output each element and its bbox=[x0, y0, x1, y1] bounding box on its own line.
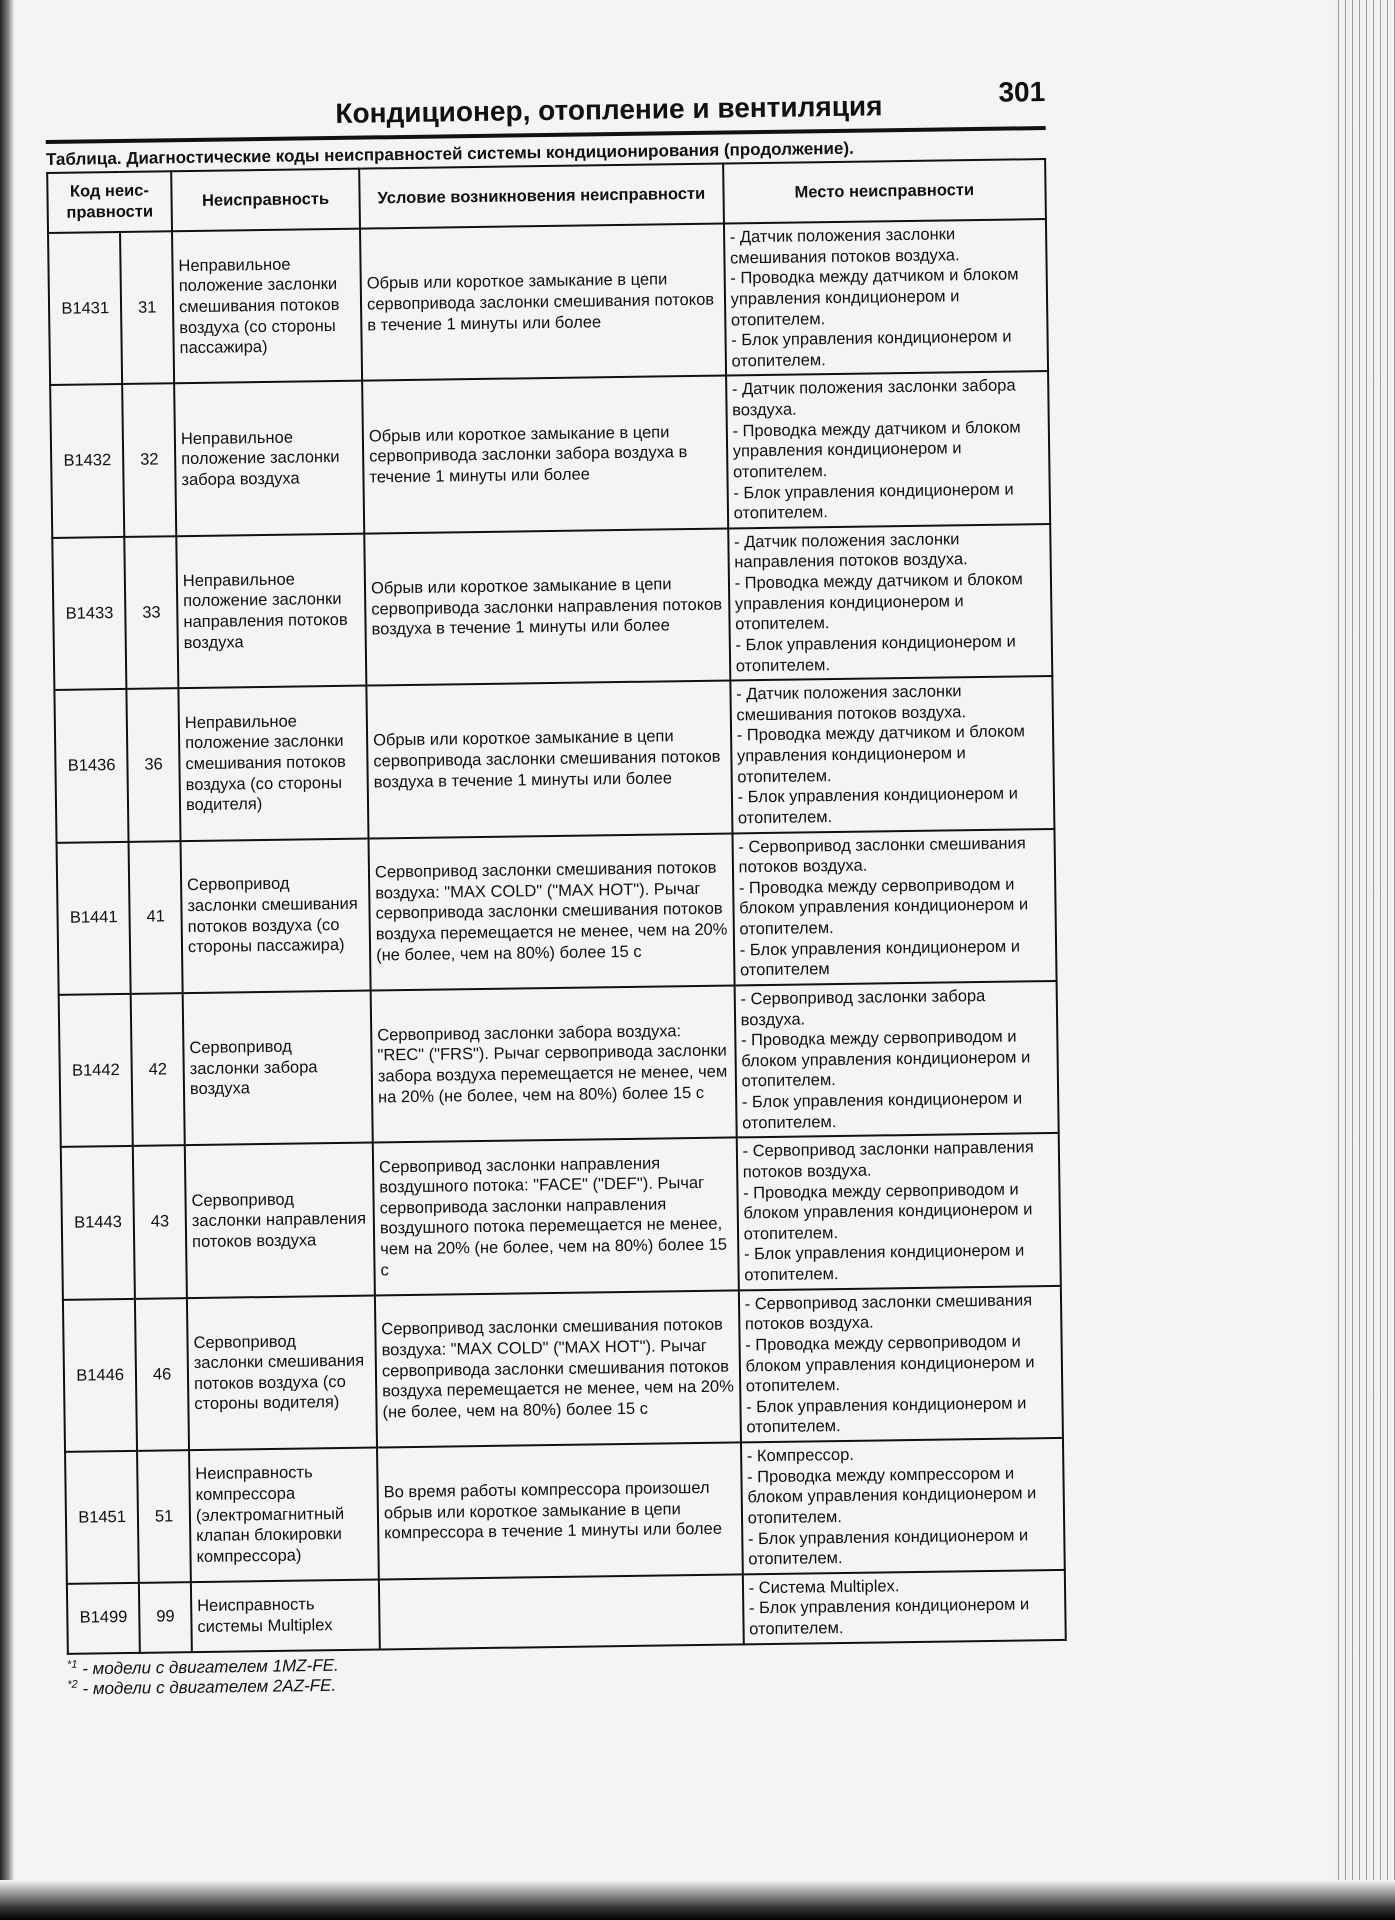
fault-cell: Неисправность системы Multiplex bbox=[191, 1579, 380, 1651]
place-item: - Датчик положения заслонки направления потоков воздуха. bbox=[733, 530, 968, 572]
place-cell bbox=[741, 1438, 1065, 1574]
code-cell: B1451 bbox=[65, 1451, 139, 1584]
number-cell: 99 bbox=[139, 1582, 192, 1653]
code-cell: B1433 bbox=[52, 537, 126, 690]
place-item: - Сервопривод заслонки смешивания потоков воздуха. bbox=[738, 833, 1026, 877]
code-cell: B1432 bbox=[50, 384, 124, 537]
place-item: - Сервопривод заслонки направления потоков воздуха. bbox=[742, 1138, 1034, 1182]
footnote-text: - модели с двигателем 1MZ-FE. bbox=[77, 1655, 339, 1678]
table-row bbox=[54, 676, 1054, 842]
place-item: - Блок управления кондиционером и отопителем. bbox=[737, 784, 1018, 828]
condition-cell: Сервопривод заслонки смешивания потоков воздуха: "MAX COLD" ("MAX HOT"). Рычаг сервопривода заслонки смешивания потоков воздуха перемещается не менее, чем на 20% (не более, чем на 80%) более 15 с bbox=[368, 833, 734, 990]
place-item: - Проводка между сервоприводом и блоком управления кондиционером и отопителем. bbox=[740, 1027, 1031, 1091]
place-item: - Блок управления кондиционером и отопителем. bbox=[746, 1394, 1027, 1437]
place-item: - Компрессор. bbox=[746, 1445, 855, 1466]
header-fault: Неисправность bbox=[171, 169, 360, 232]
scan-edge-right bbox=[1335, 0, 1395, 1920]
number-cell: 41 bbox=[129, 841, 183, 994]
condition-cell bbox=[379, 1574, 744, 1649]
place-item: - Блок управления кондиционером и отопителем. bbox=[743, 1241, 1025, 1285]
condition-cell: Обрыв или короткое замыкание в цепи сервопривода заслонки забора воздуха в течение 1 минуты или более bbox=[362, 376, 728, 533]
fault-cell: Неправильное положение заслонки смешивания потоков воздуха (со стороны пассажира) bbox=[172, 229, 362, 384]
place-cell bbox=[732, 828, 1056, 985]
number-cell: 46 bbox=[135, 1298, 189, 1451]
place-item: - Проводка между датчиком и блоком управления кондиционером и отопителем. bbox=[732, 418, 1021, 482]
footnote-mark: *2 bbox=[67, 1678, 78, 1691]
number-cell: 32 bbox=[122, 384, 176, 537]
footnotes bbox=[67, 1645, 1067, 1699]
place-cell bbox=[738, 1286, 1062, 1443]
header-place: Место неисправности bbox=[723, 159, 1046, 223]
place-item: - Проводка между сервоприводом и блоком управления кондиционером и отопителем. bbox=[743, 1180, 1033, 1244]
condition-cell: Обрыв или короткое замыкание в цепи сервопривода заслонки смешивания потоков в течение 1 минуты или более bbox=[360, 224, 726, 381]
place-item: - Проводка между датчиком и блоком управления кондиционером и отопителем. bbox=[736, 722, 1026, 787]
table-row bbox=[50, 371, 1050, 537]
place-cell bbox=[728, 524, 1052, 681]
place-item: - Блок управления кондиционером и отопителем. bbox=[731, 327, 1012, 371]
place-cell bbox=[724, 219, 1048, 376]
place-item: - Проводка между датчиком и блоком управления кондиционером и отопителем. bbox=[730, 265, 1019, 329]
place-cell bbox=[734, 981, 1058, 1138]
chapter-title: Кондиционер, отопление и вентиляция bbox=[335, 90, 883, 129]
diagnostic-codes-table bbox=[46, 158, 1067, 1654]
place-item: - Сервопривод заслонки забора воздуха. bbox=[740, 986, 986, 1029]
number-cell: 42 bbox=[131, 993, 185, 1146]
condition-cell: Сервопривод заслонки забора воздуха: "REC" ("FRS"). Рычаг сервопривода заслонки забора воздуха перемещается не менее, чем на 20% (не более, чем на 80%) более 15 с bbox=[371, 985, 737, 1142]
code-cell: B1442 bbox=[59, 994, 133, 1147]
fault-cell: Сервопривод заслонки забора воздуха bbox=[183, 990, 373, 1145]
place-item: - Блок управления кондиционером и отопителем. bbox=[735, 632, 1016, 675]
number-cell: 43 bbox=[133, 1145, 187, 1298]
place-item: - Проводка между компрессором и блоком управления кондиционером и отопителем. bbox=[746, 1464, 1037, 1528]
number-cell: 33 bbox=[125, 536, 179, 689]
place-item: - Проводка между сервоприводом и блоком управления кондиционером и отопителем. bbox=[738, 875, 1029, 939]
condition-cell: Во время работы компрессора произошел обрыв или короткое замыкание в цепи компрессора в течение 1 минуты или более bbox=[377, 1442, 742, 1579]
table-row bbox=[67, 1570, 1066, 1654]
place-item: - Система Multiplex. bbox=[748, 1576, 900, 1598]
table-row bbox=[57, 828, 1057, 994]
fault-cell: Сервопривод заслонки смешивания потоков воздуха (со стороны водителя) bbox=[187, 1295, 377, 1450]
code-cell: B1436 bbox=[54, 689, 128, 842]
fault-cell: Неисправность компрессора (электромагнитный клапан блокировки компрессора) bbox=[189, 1447, 379, 1581]
table-row bbox=[63, 1286, 1063, 1452]
fault-cell: Неправильное положение заслонки забора воздуха bbox=[174, 381, 364, 536]
code-cell: B1441 bbox=[57, 841, 131, 994]
number-cell: 31 bbox=[120, 231, 174, 384]
place-cell bbox=[726, 371, 1050, 528]
place-item: - Датчик положения заслонки смешивания потоков воздуха. bbox=[729, 225, 960, 268]
place-cell bbox=[736, 1133, 1060, 1290]
condition-cell: Сервопривод заслонки направления воздушного потока: "FACE" ("DEF"). Рычаг сервопривода заслонки направления воздушного потока перемещается не менее, чем на 20% (не более, чем на 80%) более 15 с bbox=[373, 1138, 739, 1295]
place-item: - Проводка между сервоприводом и блоком управления кондиционером и отопителем. bbox=[745, 1332, 1035, 1396]
fault-cell: Сервопривод заслонки смешивания потоков воздуха (со стороны пассажира) bbox=[180, 838, 370, 993]
place-cell bbox=[742, 1570, 1065, 1644]
place-item: - Блок управления кондиционером и отопителем. bbox=[733, 480, 1014, 523]
code-cell: B1499 bbox=[67, 1583, 140, 1654]
scan-edge-bottom bbox=[0, 1880, 1395, 1920]
condition-cell: Обрыв или короткое замыкание в цепи сервопривода заслонки смешивания потоков воздуха в течение 1 минуты или более bbox=[366, 681, 732, 838]
fault-cell: Неправильное положение заслонки смешивания потоков воздуха (со стороны водителя) bbox=[178, 686, 368, 841]
place-cell bbox=[730, 676, 1054, 833]
table-row bbox=[59, 981, 1059, 1147]
place-item: - Проводка между датчиком и блоком управления кондиционером и отопителем. bbox=[734, 570, 1023, 634]
fault-cell: Сервопривод заслонки направления потоков воздуха bbox=[185, 1143, 375, 1298]
footnote-mark: *1 bbox=[66, 1658, 78, 1671]
header-condition: Условие возникновения неисправности bbox=[359, 164, 723, 229]
number-cell: 51 bbox=[137, 1450, 190, 1582]
document-page bbox=[45, 74, 1067, 1699]
code-cell: B1443 bbox=[61, 1146, 135, 1299]
table-row bbox=[65, 1438, 1065, 1584]
place-item: - Датчик положения заслонки забора воздуха. bbox=[731, 376, 1016, 420]
place-item: - Блок управления кондиционером и отопителем. bbox=[748, 1595, 1030, 1639]
code-cell: B1446 bbox=[63, 1298, 137, 1451]
page-number: 301 bbox=[998, 76, 1046, 108]
fault-cell: Неправильное положение заслонки направления потоков воздуха bbox=[176, 533, 366, 688]
footnote-text: - модели с двигателем 2AZ-FE. bbox=[77, 1675, 337, 1699]
place-item: - Блок управления кондиционером и отопителем. bbox=[741, 1089, 1023, 1132]
table-caption: Таблица. Диагностические коды неисправностей системы кондиционирования (продолжение). bbox=[45, 138, 854, 169]
scan-edge-left bbox=[0, 0, 14, 1920]
table-row bbox=[61, 1133, 1061, 1299]
header-code: Код неис-правности bbox=[47, 171, 172, 233]
place-item: - Блок управления кондиционером и отопителем bbox=[739, 937, 1021, 980]
place-item: - Блок управления кондиционером и отопителем. bbox=[747, 1525, 1029, 1569]
table-row bbox=[48, 219, 1048, 385]
page-header bbox=[45, 74, 1046, 144]
table-row bbox=[52, 524, 1052, 690]
condition-cell: Обрыв или короткое замыкание в цепи сервопривода заслонки направления потоков воздуха в течение 1 минуты или более bbox=[364, 528, 730, 685]
condition-cell: Сервопривод заслонки смешивания потоков воздуха: "MAX COLD" ("MAX HOT"). Рычаг сервопривода заслонки смешивания потоков воздуха перемещается не менее, чем на 20% (не более, чем на 80%) более 15 с bbox=[375, 1290, 741, 1447]
place-item: - Сервопривод заслонки смешивания потоков воздуха. bbox=[744, 1290, 1033, 1334]
place-item: - Датчик положения заслонки смешивания потоков воздуха. bbox=[736, 682, 967, 725]
code-cell: B1431 bbox=[48, 232, 122, 385]
number-cell: 36 bbox=[127, 688, 181, 841]
